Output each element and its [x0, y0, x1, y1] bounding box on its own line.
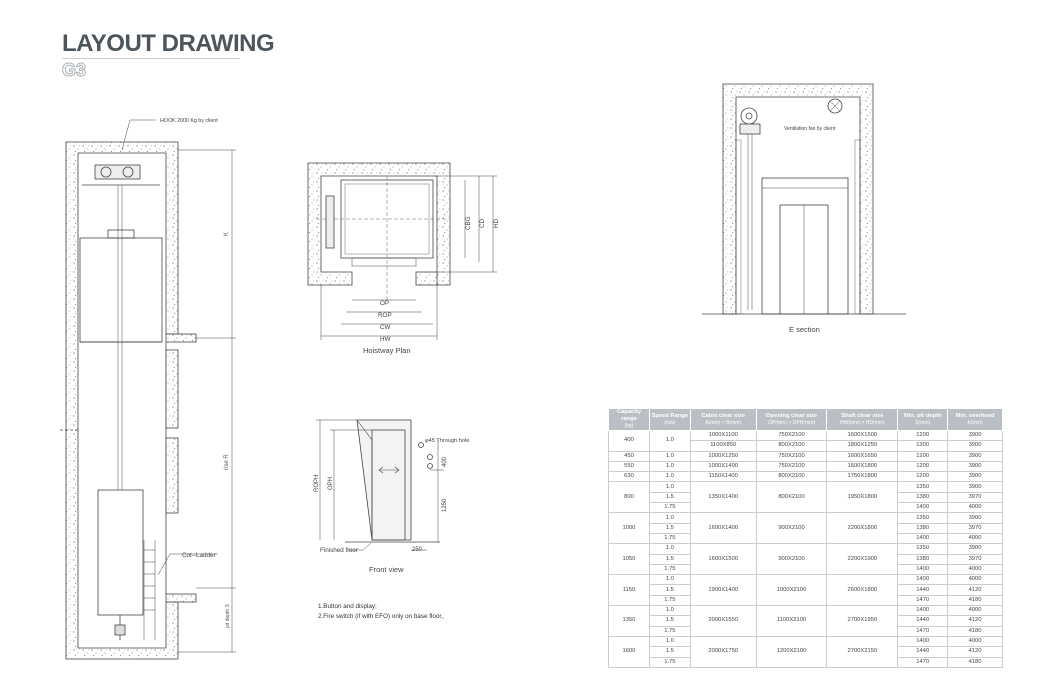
pit-cell: 1400 [898, 503, 948, 513]
capacity-cell: 1600 [609, 636, 650, 667]
front-dim-250: 250 [412, 547, 423, 553]
opening-cell: 1200X2100 [756, 636, 827, 667]
opening-cell: 800X2100 [756, 482, 827, 513]
shaft-cell: 2200X1800 [827, 513, 898, 544]
speed-cell: 1.0 [649, 544, 690, 554]
overhead-cell: 3900 [948, 513, 1003, 523]
table-row [609, 472, 1003, 482]
table-row [609, 636, 1003, 646]
rise-label: rise R [224, 454, 230, 470]
cabin-cell: 1000X1250 [690, 451, 756, 461]
shaft-cell: 2200X1900 [827, 544, 898, 575]
speed-cell: 1.0 [649, 431, 690, 452]
spec-header-cell: Capacity range (kg) [609, 409, 650, 431]
hook-label: HOOK 2000 Kg by client [160, 118, 218, 124]
table-row [609, 451, 1003, 461]
note-1: 1.Button and display; [318, 603, 377, 610]
pit-cell: 1470 [898, 595, 948, 605]
speed-cell: 1.75 [649, 626, 690, 636]
overhead-k-label: K [224, 231, 230, 236]
finished-floor-label: Finished floor [320, 547, 358, 554]
capacity-cell: 630 [609, 472, 650, 482]
model-code: G3 [62, 60, 87, 80]
pit-cell: 1400 [898, 636, 948, 646]
pit-cell: 1200 [898, 431, 948, 441]
pit-cell: 1400 [898, 575, 948, 585]
speed-cell: 1.5 [649, 523, 690, 533]
plan-hd-label: HD [493, 218, 500, 228]
overhead-cell: 4180 [948, 626, 1003, 636]
speed-cell: 1.0 [649, 606, 690, 616]
overhead-cell: 4180 [948, 657, 1003, 667]
capacity-cell: 1050 [609, 544, 650, 575]
capacity-cell: 800 [609, 482, 650, 513]
shaft-cell: 1750X1800 [827, 472, 898, 482]
pit-cell: 1380 [898, 492, 948, 502]
overhead-cell: 4000 [948, 636, 1003, 646]
spec-header-cell: Min. overhead K(mm) [948, 409, 1003, 431]
pit-cell: 1440 [898, 647, 948, 657]
front-oph-label: OPH [328, 476, 334, 490]
opening-cell: 900X2100 [756, 544, 827, 575]
pit-cell: 1400 [898, 533, 948, 543]
overhead-cell: 4000 [948, 533, 1003, 543]
overhead-cell: 4000 [948, 575, 1003, 585]
spec-header-cell: Shaft clear size HW(mm) × HD(mm) [827, 409, 898, 431]
spec-header-cell: Opening clear size OP(mm) × OPH(mm) [756, 409, 827, 431]
opening-cell: 750X2100 [756, 461, 827, 471]
speed-cell: 1.75 [649, 657, 690, 667]
pit-cell: 1200 [898, 472, 948, 482]
cabin-cell: 2000X1750 [690, 636, 756, 667]
pit-cell: 1350 [898, 513, 948, 523]
pit-cell: 1380 [898, 554, 948, 564]
overhead-cell: 4120 [948, 616, 1003, 626]
overhead-cell: 3900 [948, 431, 1003, 441]
pit-cell: 1380 [898, 523, 948, 533]
speed-cell: 1.0 [649, 451, 690, 461]
shaft-cell: 1950X1800 [827, 482, 898, 513]
ladder-label: Cot--Ladder [182, 552, 216, 559]
plan-op-label: OP [380, 300, 390, 307]
speed-cell: 1.5 [649, 554, 690, 564]
hoistway-plan-drawing [308, 163, 497, 340]
table-row [609, 431, 1003, 441]
overhead-cell: 4000 [948, 564, 1003, 574]
capacity-cell: 550 [609, 461, 650, 471]
cabin-cell: 1150X1400 [690, 472, 756, 482]
capacity-cell: 1000 [609, 513, 650, 544]
opening-cell: 1000X2100 [756, 575, 827, 606]
opening-cell: 900X2100 [756, 513, 827, 544]
cabin-cell: 1600X1500 [690, 544, 756, 575]
note-2: 2.Fire switch (if with EFO) only on base floor。 [318, 613, 448, 620]
plan-cw-label: CW [380, 324, 391, 331]
cabin-cell: 1350X1400 [690, 482, 756, 513]
opening-cell: 1100X2100 [756, 606, 827, 637]
speed-cell: 1.0 [649, 575, 690, 585]
shaft-cell: 1800X1250 [827, 441, 898, 451]
pit-cell: 1440 [898, 585, 948, 595]
plan-rop-label: ROP [378, 312, 392, 319]
pit-cell: 1400 [898, 564, 948, 574]
speed-cell: 1.0 [649, 513, 690, 523]
shaft-cell: 1600X1650 [827, 451, 898, 461]
speed-cell: 1.75 [649, 503, 690, 513]
overhead-cell: 4000 [948, 503, 1003, 513]
plan-hw-label: HW [380, 336, 391, 343]
opening-cell: 750X2100 [756, 451, 827, 461]
front-dim-1250: 1250 [442, 498, 448, 512]
speed-cell: 1.0 [649, 482, 690, 492]
overhead-cell: 3900 [948, 544, 1003, 554]
spec-header-cell: Min. pit depth S(mm) [898, 409, 948, 431]
table-row [609, 482, 1003, 492]
cabin-cell: 2000X1550 [690, 606, 756, 637]
pit-cell: 1350 [898, 544, 948, 554]
front-hole-label: φ45 Through hole [425, 438, 470, 444]
overhead-cell: 3970 [948, 523, 1003, 533]
hoistway-plan-caption: Hoistway Plan [363, 346, 411, 355]
spec-header-cell: Cabin clear size A(mm) × B(mm) [690, 409, 756, 431]
page-title: LAYOUT DRAWING [62, 30, 275, 57]
pit-cell: 1440 [898, 616, 948, 626]
overhead-cell: 3900 [948, 472, 1003, 482]
speed-cell: 1.75 [649, 564, 690, 574]
overhead-cell: 4180 [948, 595, 1003, 605]
speed-cell: 1.5 [649, 585, 690, 595]
front-roph-label: ROPH [314, 474, 320, 492]
capacity-cell: 1150 [609, 575, 650, 606]
spec-table [608, 408, 1003, 668]
shaft-cell: 2700X1950 [827, 606, 898, 637]
plan-cd-label: CD [479, 218, 486, 228]
speed-cell: 1.5 [649, 647, 690, 657]
shaft-cell: 1600X1800 [827, 461, 898, 471]
cabin-cell: 1000X1400 [690, 461, 756, 471]
capacity-cell: 400 [609, 431, 650, 452]
shaft-cell: 2700X2150 [827, 636, 898, 667]
shaft-cell: 2600X1800 [827, 575, 898, 606]
pit-cell: 1400 [898, 606, 948, 616]
speed-cell: 1.75 [649, 533, 690, 543]
pit-cell: 1470 [898, 626, 948, 636]
overhead-cell: 4120 [948, 647, 1003, 657]
shaft-section-drawing [60, 120, 236, 659]
table-row [609, 513, 1003, 523]
cabin-cell: 1900X1400 [690, 575, 756, 606]
opening-cell: 800X2100 [756, 441, 827, 451]
overhead-cell: 3900 [948, 482, 1003, 492]
overhead-cell: 3970 [948, 554, 1003, 564]
front-view-caption: Front view [369, 565, 404, 574]
overhead-cell: 3900 [948, 441, 1003, 451]
speed-cell: 1.0 [649, 472, 690, 482]
spec-table-body [609, 431, 1003, 668]
capacity-cell: 450 [609, 451, 650, 461]
plan-cbg-label: CBG [465, 216, 472, 230]
table-row [609, 544, 1003, 554]
cabin-cell: 1100X850 [690, 441, 756, 451]
notes [318, 602, 448, 622]
spec-table-header [609, 409, 1003, 431]
shaft-cell: 1600X1500 [827, 431, 898, 441]
pit-cell: 1300 [898, 441, 948, 451]
capacity-cell: 1350 [609, 606, 650, 637]
e-section-drawing [702, 84, 906, 314]
fan-label: Ventilation fan by client [784, 126, 836, 132]
table-row [609, 575, 1003, 585]
overhead-cell: 3970 [948, 492, 1003, 502]
speed-cell: 1.5 [649, 492, 690, 502]
opening-cell: 750X2100 [756, 431, 827, 441]
speed-cell: 1.75 [649, 595, 690, 605]
spec-header-cell: Speed Range (m/s) [649, 409, 690, 431]
cabin-cell: 1600X1400 [690, 513, 756, 544]
pit-cell: 1200 [898, 461, 948, 471]
table-row [609, 606, 1003, 616]
overhead-cell: 4120 [948, 585, 1003, 595]
pit-cell: 1470 [898, 657, 948, 667]
pit-cell: 1200 [898, 451, 948, 461]
e-section-caption: E section [789, 325, 820, 334]
overhead-cell: 4000 [948, 606, 1003, 616]
pit-cell: 1350 [898, 482, 948, 492]
front-dim-400: 400 [442, 456, 448, 467]
speed-cell: 1.5 [649, 616, 690, 626]
cabin-cell: 1000X1100 [690, 431, 756, 441]
overhead-cell: 3900 [948, 461, 1003, 471]
opening-cell: 800X2100 [756, 472, 827, 482]
overhead-cell: 3900 [948, 451, 1003, 461]
pit-depth-label: pit depth S [225, 604, 231, 628]
table-row [609, 461, 1003, 471]
speed-cell: 1.0 [649, 461, 690, 471]
speed-cell: 1.0 [649, 636, 690, 646]
